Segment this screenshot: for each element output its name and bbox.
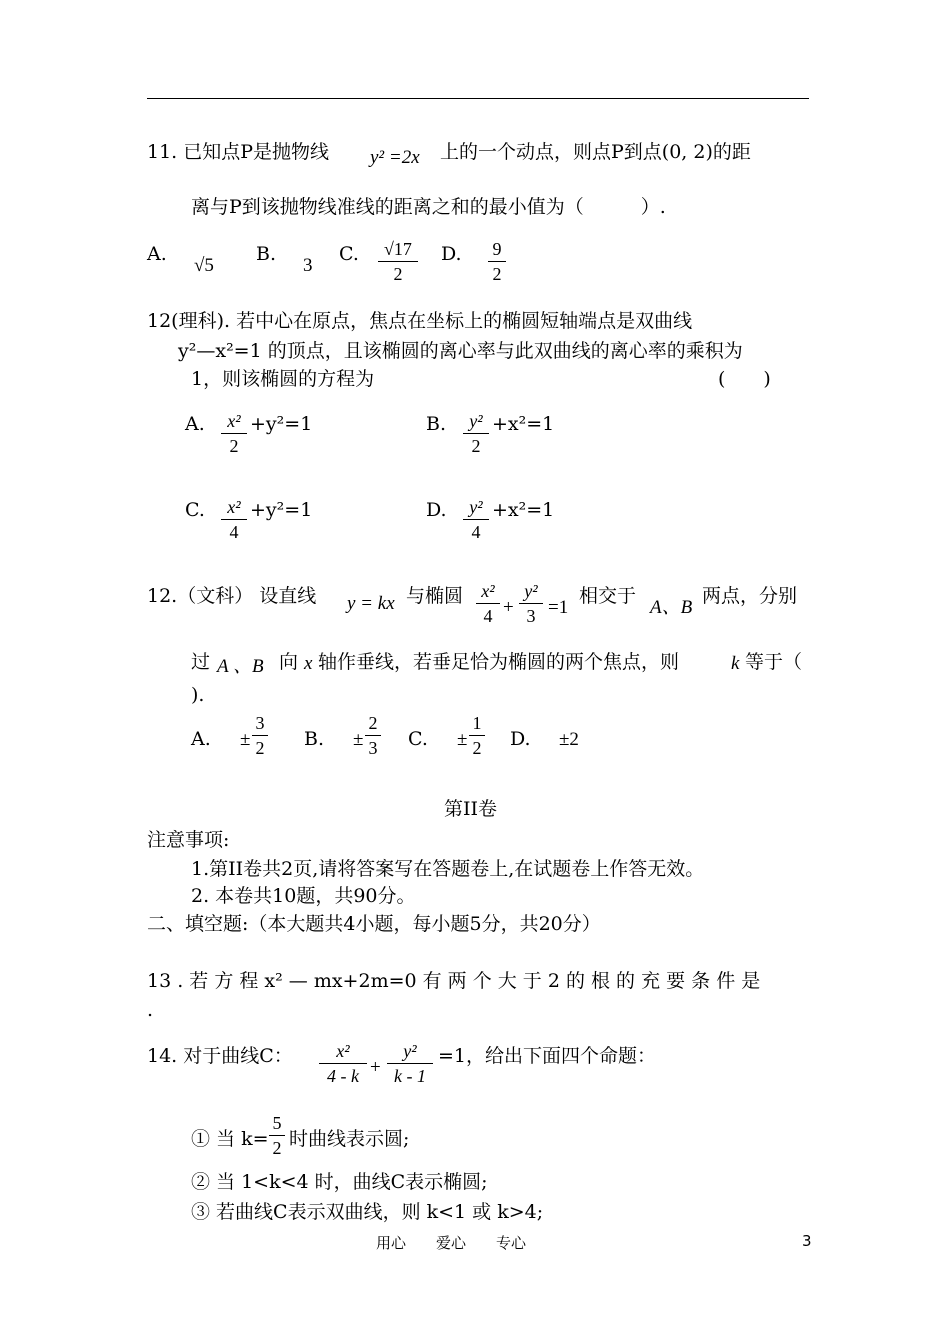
q12w-opt-b-label: B.	[304, 728, 325, 750]
q12l-opt-b-fraction	[463, 410, 489, 457]
q14-prop1-num: 5	[272, 1113, 282, 1133]
q12w-line2-d: 等于（	[745, 651, 803, 673]
q12l-opt-a-num: x²	[227, 411, 241, 431]
q12w-opt-b-num: 2	[368, 713, 378, 733]
fraction-bar	[469, 735, 485, 736]
section-fill-in: 二、填空题:（本大题共4小题，每小题5分，共20分）	[147, 913, 601, 935]
q12w-line2-a: 过	[191, 651, 211, 673]
q12w-opt-b-den: 3	[368, 738, 378, 758]
q12l-answer-paren: ( )	[718, 368, 771, 390]
q12l-line3: 1，则该椭圆的方程为	[191, 368, 375, 390]
q12l-opt-b-rest: +x²=1	[492, 413, 555, 435]
fraction-bar	[387, 1063, 433, 1064]
q12w-line-eq: y = kx	[347, 593, 395, 614]
q12l-opt-a-den: 2	[229, 436, 239, 456]
q11-line1-a: 11. 已知点P是抛物线	[147, 141, 330, 163]
fraction-bar	[365, 735, 381, 736]
q14-prop1-a: ① 当 k=	[191, 1128, 269, 1150]
q12w-mid: 与椭圆	[406, 585, 464, 607]
q11-opt-a-label: A.	[147, 243, 167, 265]
q12l-opt-b-num: y²	[469, 411, 483, 431]
q12l-opt-d-num: y²	[469, 497, 483, 517]
q12w-opt-a-num: 3	[255, 713, 265, 733]
q11-opt-c-den: 2	[393, 264, 403, 284]
q12l-opt-d-rest: +x²=1	[492, 499, 555, 521]
q12w-opt-c-label: C.	[408, 728, 428, 750]
q14-f2-den: k - 1	[394, 1066, 426, 1086]
q12w-opt-a-label: A.	[191, 728, 211, 750]
q12w-line2-x: x	[304, 653, 313, 674]
q12l-opt-b-label: B.	[426, 413, 447, 435]
part2-item2: 2. 本卷共10题，共90分。	[191, 885, 416, 907]
q11-line1-b: 上的一个动点，则点P到点(0, 2)的距	[440, 141, 751, 163]
q13-line2: .	[147, 999, 154, 1021]
header-rule	[147, 98, 809, 99]
q12w-f2-num: y²	[524, 581, 538, 601]
q14-prop1-fraction	[269, 1112, 285, 1159]
q12l-opt-a-label: A.	[185, 413, 205, 435]
q12w-tail: 两点，分别	[702, 585, 798, 607]
q12w-opt-b-pm: ±	[353, 729, 364, 750]
q13-line1: 13 . 若 方 程 x² — mx+2m=0 有 两 个 大 于 2 的 根 的 充 要 条 件 是	[147, 970, 761, 992]
q12l-opt-c-den: 4	[229, 522, 239, 542]
q11-line2: 离与P到该抛物线准线的距离之和的最小值为（ ）.	[191, 196, 666, 218]
q12w-f1	[476, 580, 500, 627]
part2-notice: 注意事项:	[147, 829, 230, 851]
q12l-line2: y²—x²=1 的顶点，且该椭圆的离心率与此双曲线的离心率的乘积为	[178, 340, 743, 362]
fraction-bar	[269, 1135, 285, 1136]
q12l-opt-b-den: 2	[471, 436, 481, 456]
fraction-bar	[221, 433, 247, 434]
q12l-opt-d-fraction	[463, 496, 489, 543]
q11-opt-d-num: 9	[492, 239, 502, 259]
q12w-f2	[519, 580, 543, 627]
fraction-bar	[476, 603, 500, 604]
q12l-opt-a-rest: +y²=1	[250, 413, 313, 435]
q12l-opt-d-den: 4	[471, 522, 481, 542]
q12w-line2-b: 向	[279, 651, 299, 673]
q11-opt-c-num: √17	[384, 239, 412, 259]
q12w-f1-num: x²	[481, 581, 495, 601]
q12w-points: A、B	[650, 597, 693, 618]
q14-plus: +	[370, 1057, 381, 1078]
q14-prop1-den: 2	[272, 1138, 282, 1158]
fraction-bar	[463, 519, 489, 520]
q14-prop2: ② 当 1<k<4 时，曲线C表示椭圆;	[191, 1171, 488, 1193]
q12w-opt-d-label: D.	[510, 728, 531, 750]
q12l-opt-d-label: D.	[426, 499, 447, 521]
q12w-opt-b-fraction	[365, 712, 381, 759]
q12w-opt-a-den: 2	[255, 738, 265, 758]
q14-prefix: 14. 对于曲线C：	[147, 1045, 293, 1067]
q14-f2-num: y²	[403, 1041, 417, 1061]
footer-motto: 用心 爱心 专心	[376, 1234, 527, 1252]
q12w-plus: +	[503, 597, 514, 618]
q11-opt-c-fraction	[378, 238, 418, 285]
fraction-bar	[252, 735, 268, 736]
q12w-opt-d-value: ±2	[559, 729, 579, 750]
q14-f1	[319, 1040, 367, 1087]
fraction-bar	[221, 519, 247, 520]
q12l-opt-c-label: C.	[185, 499, 205, 521]
q12w-opt-a-pm: ±	[240, 729, 251, 750]
q14-f1-num: x²	[336, 1041, 350, 1061]
q11-opt-b-label: B.	[256, 243, 277, 265]
q12w-opt-c-num: 1	[472, 713, 482, 733]
q12w-f2-den: 3	[526, 606, 536, 626]
q11-opt-d-label: D.	[441, 243, 462, 265]
q12l-opt-c-fraction	[221, 496, 247, 543]
part2-item1: 1.第II卷共2页,请将答案写在答题卷上,在试题卷上作答无效。	[191, 858, 705, 880]
q11-opt-d-fraction	[488, 238, 506, 285]
fraction-bar	[488, 261, 506, 262]
q14-suffix: =1，给出下面四个命题：	[438, 1045, 657, 1067]
q12l-opt-a-fraction	[221, 410, 247, 457]
q12w-prefix: 12.（文科） 设直线	[147, 585, 317, 607]
part2-title: 第II卷	[444, 798, 498, 820]
q12l-opt-c-rest: +y²=1	[250, 499, 313, 521]
q14-prop3: ③ 若曲线C表示双曲线，则 k<1 或 k>4;	[191, 1201, 544, 1223]
q14-prop1-b: 时曲线表示圆;	[289, 1128, 410, 1150]
q14-f1-den: 4 - k	[327, 1066, 359, 1086]
q12w-line2-c: 轴作垂线，若垂足恰为椭圆的两个焦点，则	[318, 651, 680, 673]
fraction-bar	[319, 1063, 367, 1064]
q11-opt-b-value: 3	[303, 255, 313, 276]
q12w-opt-c-den: 2	[472, 738, 482, 758]
q11-opt-a-value: √5	[194, 255, 214, 276]
fraction-bar	[463, 433, 489, 434]
q12w-after: 相交于	[579, 585, 637, 607]
q12w-opt-c-pm: ±	[457, 729, 468, 750]
q12w-eq-one: =1	[548, 597, 569, 618]
q12w-opt-a-fraction	[252, 712, 268, 759]
q11-parabola-eq: y² =2x	[370, 147, 420, 168]
page-number: 3	[802, 1232, 812, 1250]
q12w-line2-k: k	[731, 653, 740, 674]
q12w-opt-c-fraction	[469, 712, 485, 759]
q11-opt-c-label: C.	[339, 243, 359, 265]
q12l-line1: 12(理科). 若中心在原点，焦点在坐标上的椭圆短轴端点是双曲线	[147, 310, 693, 332]
q14-f2	[387, 1040, 433, 1087]
q12w-line3: ).	[191, 684, 205, 706]
q12w-line2-points: A 、B	[217, 656, 264, 677]
fraction-bar	[519, 603, 543, 604]
q11-opt-d-den: 2	[492, 264, 502, 284]
fraction-bar	[378, 261, 418, 262]
q12w-f1-den: 4	[483, 606, 493, 626]
q12l-opt-c-num: x²	[227, 497, 241, 517]
